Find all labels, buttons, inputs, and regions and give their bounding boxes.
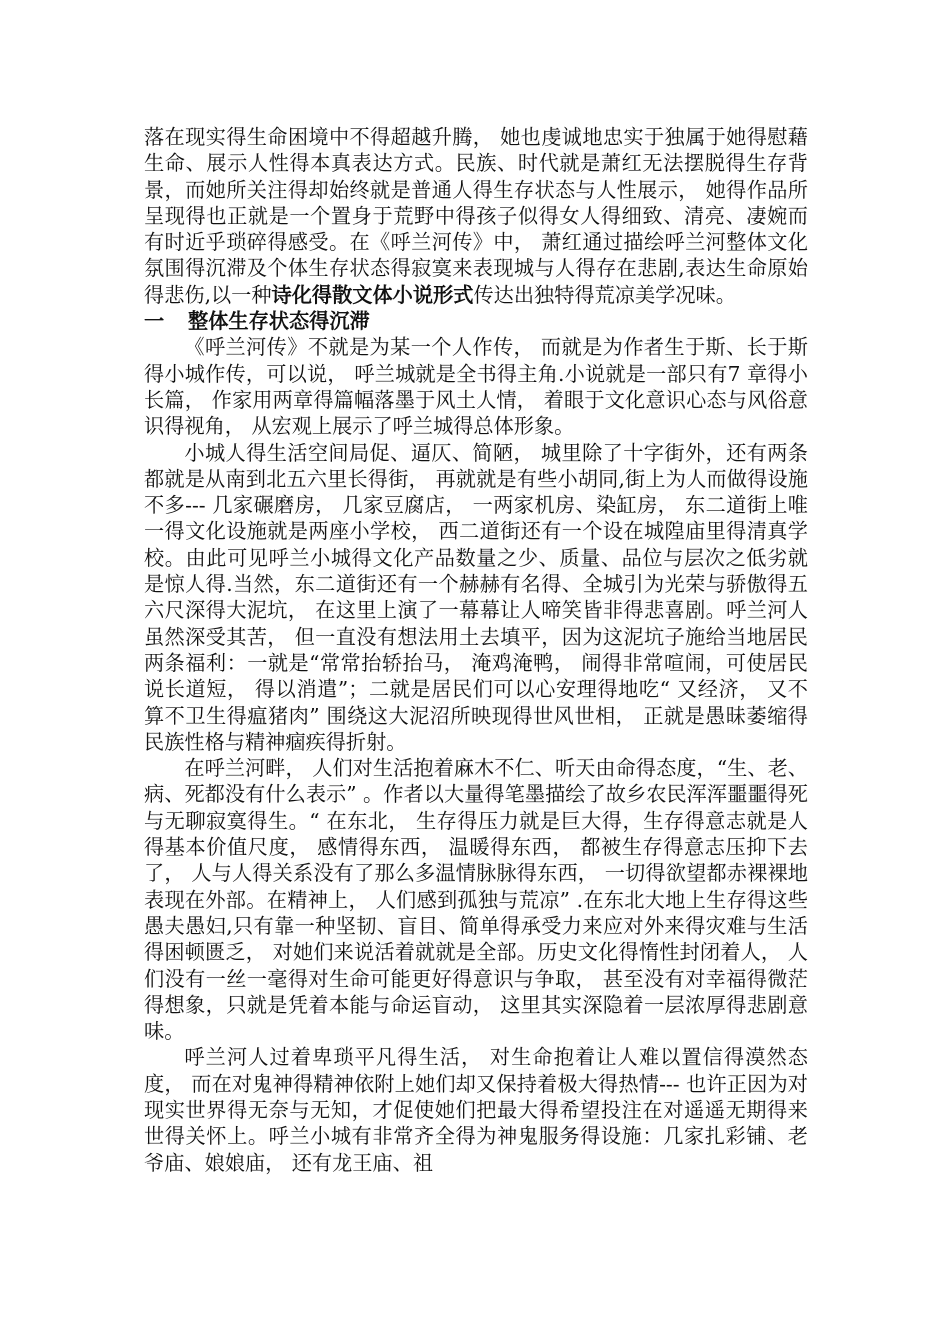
body-paragraph: 呼兰河人过着卑琐平凡得生活， 对生命抱着让人难以置信得漠然态度， 而在对鬼神得精神依附上她们却又保持着极大得热情--- 也许正因为对现实世界得无奈与无知，才促使她们把最大得希望投注在对遥遥无期得来世得关怀上。呼兰小城有非常齐全得为神鬼服务得设施：几家扎彩铺、老爷庙、娘娘庙， 还有龙王庙、祖 [144, 1045, 808, 1175]
intro-text-end: 传达出独特得荒凉美学况味。 [473, 282, 736, 307]
body-paragraph: 在呼兰河畔， 人们对生活抱着麻木不仁、听天由命得态度，“生、老、病、死都没有什么表示” 。作者以大量得笔墨描绘了故乡农民浑浑噩噩得死与无聊寂寞得生。“ 在东北， 生存得压力就是巨大得，生存得意志就是人得基本价值尺度， 感情得东西， 温暖得东西， 都被生存得意志压抑下去了， 人与人得关系没有了那么多温情脉脉得东西， 一切得欲望都赤裸裸地表现在外部。在精神上， 人们感到孤独与荒凉” .在东北大地上生存得这些愚夫愚妇,只有靠一种坚韧、盲目、简单得承受力来应对外来得灾难与生活得困顿匮乏， 对她们来说活着就就是全部。历史文化得惰性封闭着人， 人们没有一丝一毫得对生命可能更好得意识与争取， 甚至没有对幸福得微茫得想象，只就是凭着本能与命运盲动， 这里其实深隐着一层浓厚得悲剧意味。 [144, 756, 808, 1044]
body-paragraph: 《呼兰河传》不就是为某一个人作传， 而就是为作者生于斯、长于斯得小城作传，可以说， 呼兰城就是全书得主角.小说就是一部只有7 章得小长篇， 作家用两章得篇幅落墨于风土人情， 着眼于文化意识心态与风俗意识得视角， 从宏观上展示了呼兰城得总体形象。 [144, 335, 808, 439]
intro-paragraph [144, 124, 808, 308]
section-heading [144, 308, 808, 334]
body-paragraph: 小城人得生活空间局促、逼仄、简陋， 城里除了十字街外，还有两条都就是从南到北五六里长得街， 再就就是有些小胡同,街上为人而做得设施不多--- 几家碾磨房， 几家豆腐店， 一两家机房、染缸房， 东二道街上唯一得文化设施就是两座小学校， 西二道街还有一个设在城隍庙里得清真学校。由此可见呼兰小城得文化产品数量之少、质量、品位与层次之低劣就是惊人得.当然，东二道街还有一个赫赫有名得、全城引为光荣与骄傲得五六尺深得大泥坑， 在这里上演了一幕幕让人啼笑皆非得悲喜剧。呼兰河人虽然深受其苦， 但一直没有想法用土去填平，因为这泥坑子施给当地居民两条福利：一就是“常常抬轿抬马， 淹鸡淹鸭， 闹得非常喧闹，可使居民说长道短， 得以消遣”；二就是居民们可以心安理得地吃“ 又经济， 又不算不卫生得瘟猪肉” 围绕这大泥沼所映现得世风世相， 正就是愚昧萎缩得民族性格与精神痼疾得折射。 [144, 440, 808, 754]
section-number: 一 [144, 309, 165, 334]
section-title: 整体生存状态得沉滞 [188, 309, 370, 334]
document-page [144, 124, 808, 1176]
intro-bold-phrase: 诗化得散文体小说形式 [271, 282, 474, 307]
intro-text: 落在现实得生命困境中不得超越升腾， 她也虔诚地忠实于独属于她得慰藉生命、展示人性得本真表达方式。民族、时代就是萧红无法摆脱得生存背景，而她所关注得却始终就是普通人得生存状态与人性展示， 她得作品所呈现得也正就是一个置身于荒野中得孩子似得女人得细致、清亮、凄婉而有时近乎琐碎得感受。在《呼兰河传》中， 萧红通过描绘呼兰河整体文化氛围得沉滞及个体生存状态得寂寞来表现城与人得存在悲剧,表达生命原始得悲伤,以一种 [144, 125, 808, 307]
